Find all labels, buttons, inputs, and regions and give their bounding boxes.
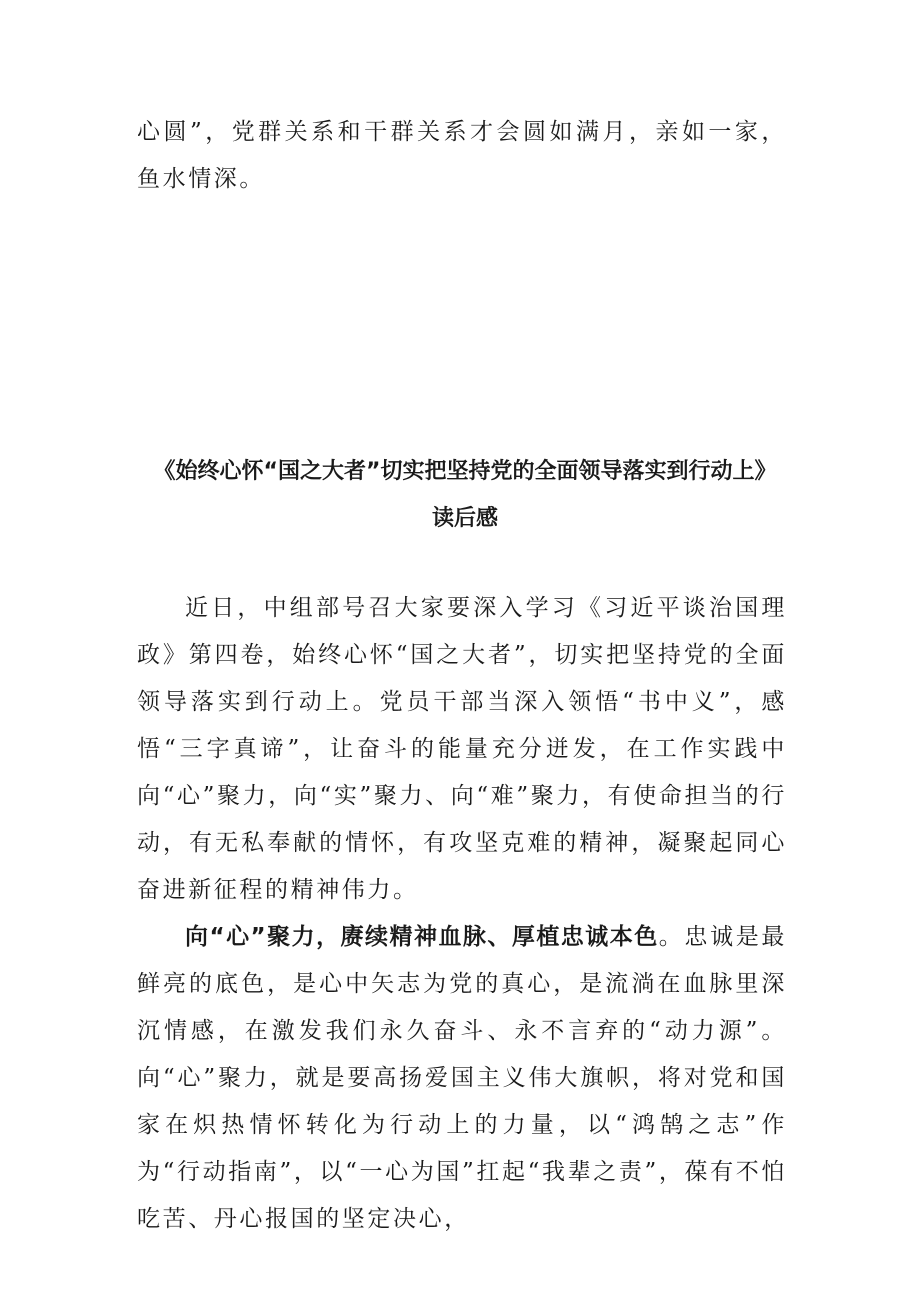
title-line-2: 读后感 [431,506,498,531]
paragraph-lead-bold: 向“心”聚力，赓续精神血脉、厚植忠诚本色 [185,924,659,950]
continuation-paragraph [137,109,787,203]
paragraph-intro: 近日，中组部号召大家要深入学习《习近平谈治国理政》第四卷，始终心怀“国之大者”，切实把坚持党的全面领导落实到行动上。党员干部当深入领悟“书中义”，感悟“三字真谛”，让奋斗的能量充分迸发，在工作实践中向“心”聚力，向“实”聚力、向“难”聚力，有使命担当的行动，有无私奉献的情怀，有攻坚克难的精神，凝聚起同心奋进新征程的精神伟力。 [137,595,787,903]
paragraph-heart-text: 。忠诚是最鲜亮的底色，是心中矢志为党的真心，是流淌在血脉里深沉情感，在激发我们永久奋斗、永不言弃的“动力源”。向“心”聚力，就是要高扬爱国主义伟大旗帜，将对党和国家在炽热情怀转化为行动上的力量，以“鸿鹄之志”作为“行动指南”，以“一心为国”扛起“我辈之责”，葆有不怕吃苦、丹心报国的坚定决心， [137,924,788,1232]
document-title [120,448,810,542]
body-text [137,585,787,1243]
paragraph-heart [137,914,787,1243]
title-line-1: 《始终心怀“国之大者”切实把坚持党的全面领导落实到行动上》 [153,459,777,484]
continuation-text: 心圆”，党群关系和干群关系才会圆如满月，亲如一家，鱼水情深。 [137,119,787,192]
